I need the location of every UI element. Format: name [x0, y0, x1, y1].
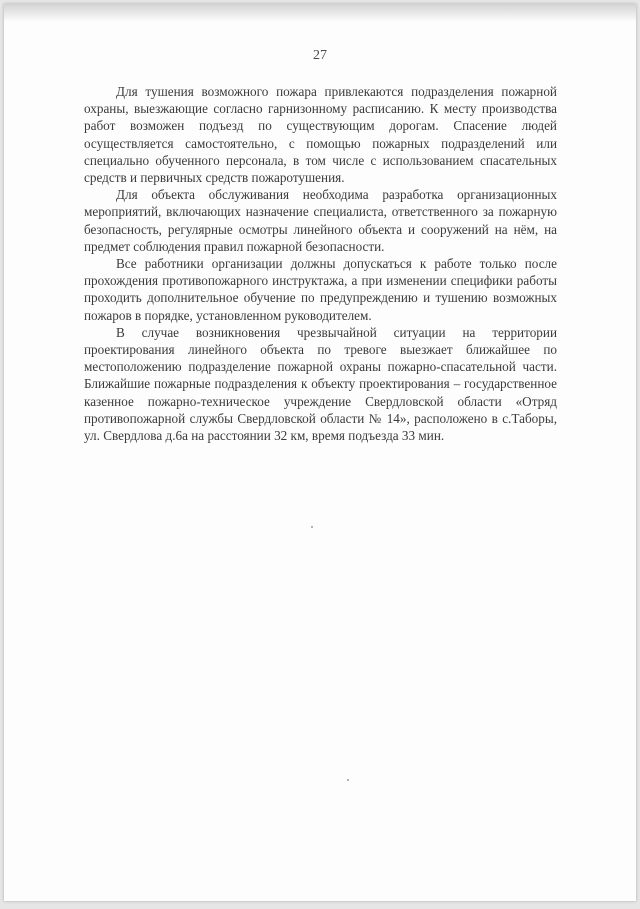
scan-edge-shadow	[4, 4, 636, 22]
paragraph-staff-training: Все работники организации должны допускаться к работе только после прохождения противопожарного инструктажа, а при изменении специфики работы проходить дополнительное обучение по предупреждению и тушению возможных пожаров в порядке, установленном руководителем.	[84, 256, 557, 323]
scan-speck	[311, 526, 313, 528]
page-number: 27	[313, 48, 327, 63]
document-page	[4, 4, 636, 901]
paragraph-fire-response: Для тушения возможного пожара привлекаются подразделения пожарной охраны, выезжающие согласно гарнизонному расписанию. К месту производства работ возможен подъезд по существующим дорогам. Спасение людей осуществляется самостоятельно, с помощью пожарных подразделений или специально обученного персонала, в том числе с использованием спасательных средств и первичных средств пожаротушения.	[84, 84, 557, 186]
scan-speck	[347, 779, 349, 781]
paragraph-emergency-unit: В случае возникновения чрезвычайной ситуации на территории проектирования линейного объекта по тревоге выезжает ближайшее по местоположению подразделение пожарной охраны пожарно-спасательной части. Ближайшие пожарные подразделения к объекту проектирования – государственное казенное пожарно-техническое учреждение Свердловской области «Отряд противопожарной службы Свердловской области № 14», расположено в с.Таборы, ул. Свердлова д.6а на расстоянии 32 км, время подъезда 33 мин.	[84, 324, 557, 444]
paragraph-organizational-measures: Для объекта обслуживания необходима разработка организационных мероприятий, включающих назначение специалиста, ответственного за пожарную безопасность, регулярные осмотры линейного объекта и сооружений на нём, на предмет соблюдения правил пожарной безопасности.	[84, 187, 557, 254]
document-body	[84, 83, 557, 444]
